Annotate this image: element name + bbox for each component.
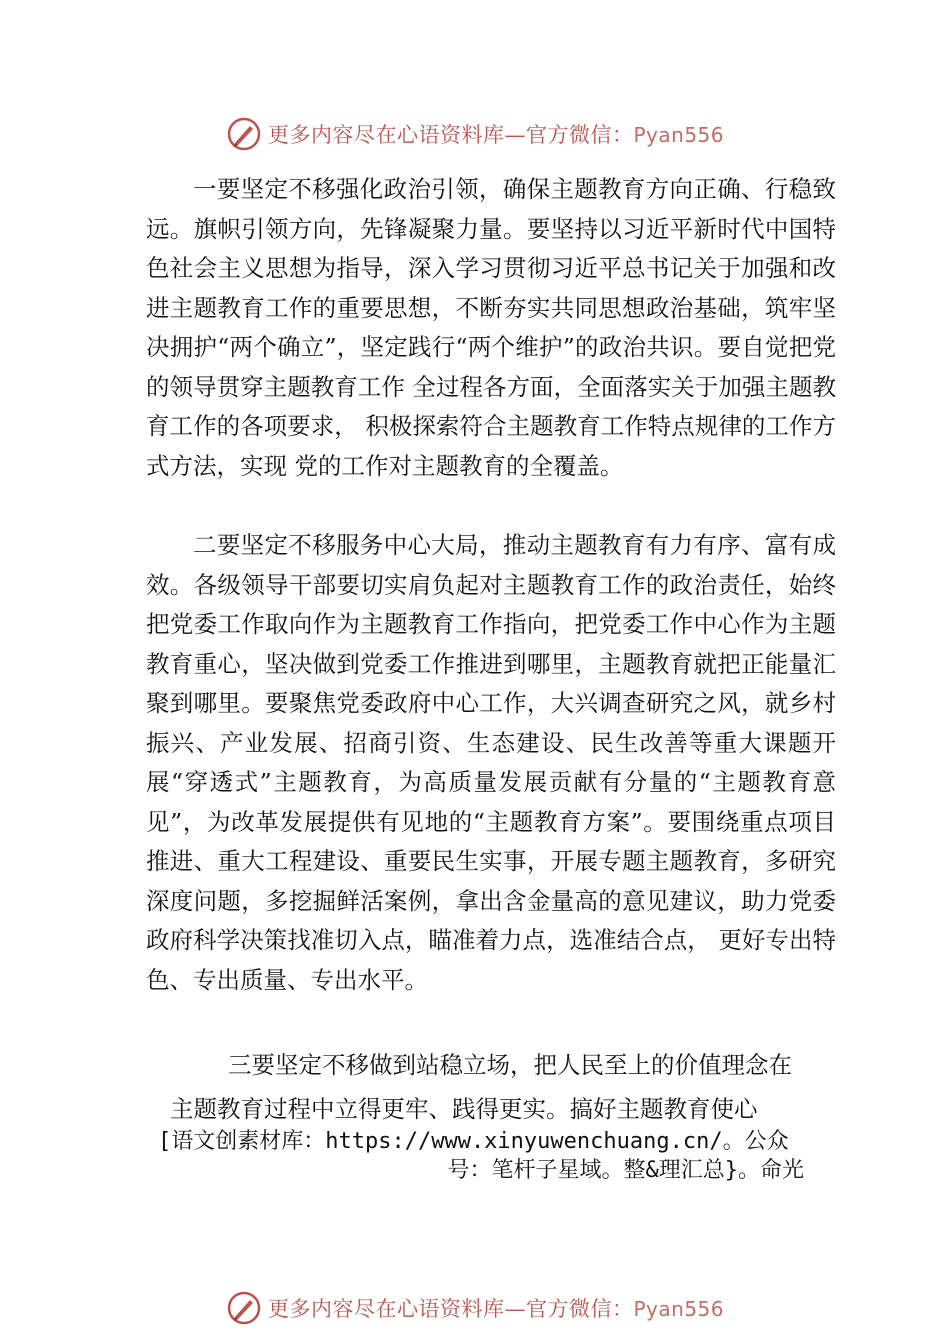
- banner-label: 更多内容尽在心语资料库—官方微信：: [267, 1297, 634, 1321]
- footer-watermark-banner: [0, 1288, 950, 1328]
- banner-label: 更多内容尽在心语资料库—官方微信：: [267, 123, 634, 147]
- red-pen-circle-logo-icon: [226, 1290, 262, 1326]
- banner-wechat-id: Pyan556: [633, 123, 724, 147]
- header-watermark-banner: [0, 114, 950, 154]
- paragraph-3-line-1: 三要坚定不移做到站稳立场，把人民至上的价值理念在: [228, 1051, 792, 1079]
- banner-text: [268, 119, 724, 149]
- paragraph-1: 一要坚定不移强化政治引领，确保主题教育方向正确、行稳致远。旗帜引领方向，先锋凝聚力量。要坚持以习近平新时代中国特色社会主义思想为指导，深入学习贯彻习近平总书记关于加强和改进主题教育工作的重要思想，不断夯实共同思想政治基础，筑牢坚决拥护“两个确立”，坚定践行“两个维护”的政治共识。要自觉把党的领导贯穿主题教育工作 全过程各方面，全面落实关于加强主题教育工作的各项要求， 积极探索符合主题教育工作特点规律的工作方式方法，实现 党的工作对主题教育的全覆盖。: [146, 175, 836, 480]
- banner-text: [268, 1293, 724, 1323]
- paragraph-3-line-4: 号：笔杆子星域。整&理汇总}。命光: [447, 1158, 804, 1183]
- paragraph-2: 二要坚定不移服务中心大局，推动主题教育有力有序、富有成效。各级领导干部要切实肩负起对主题教育工作的政治责任，始终把党委工作取向作为主题教育工作指向，把党委工作中心作为主题教育重心，坚决做到党委工作推进到哪里，主题教育就把正能量汇聚到哪里。要聚焦党委政府中心工作，大兴调查研究之风，就乡村振兴、产业发展、招商引资、生态建设、民生改善等重大课题开展“穿透式”主题教育，为高质量发展贡献有分量的“主题教育意见”，为改革发展提供有见地的“主题教育方案”。要围绕重点项目推进、重大工程建设、重要民生实事，开展专题主题教育，多研究深度问题，多挖掘鲜活案例，拿出含金量高的意见建议，助力党委政府科学决策找准切入点，瞄准着力点，选准结合点， 更好专出特色、专出质量、专出水平。: [146, 531, 836, 994]
- paragraph-3-line-3: [语文创素材库：https://www.xinyuwenchuang.cn/。公众: [158, 1129, 789, 1154]
- paragraph-3-line-2: 主题教育过程中立得更牢、践得更实。搞好主题教育使心: [170, 1095, 758, 1123]
- red-pen-circle-logo-icon: [226, 116, 262, 152]
- banner-wechat-id: Pyan556: [633, 1297, 724, 1321]
